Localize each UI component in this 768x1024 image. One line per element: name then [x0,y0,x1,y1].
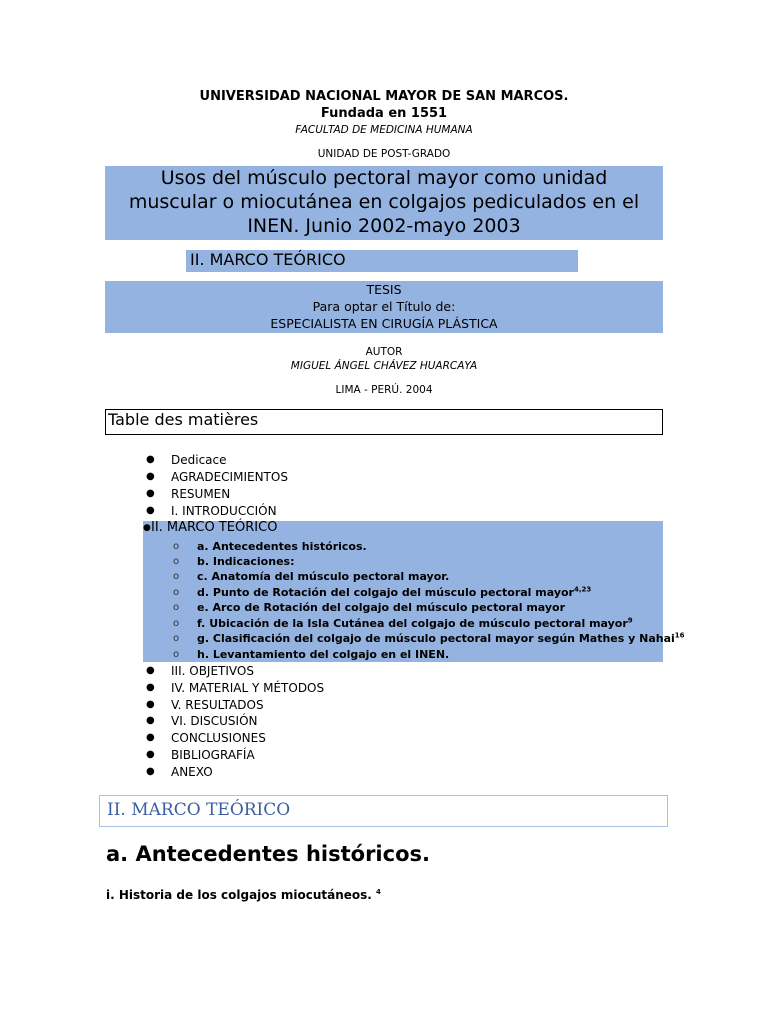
toc-item-label: I. INTRODUCCIÓN [171,504,277,518]
toc-subitem-label: h. Levantamiento del colgajo en el INEN. [197,648,450,661]
toc-item-label: III. OBJETIVOS [171,664,254,678]
circle-bullet-icon: o [173,556,180,567]
bullet-icon: ● [146,505,155,516]
toc-subitem-label [197,631,685,646]
toc-subitem-label: b. Indicaciones: [197,555,295,568]
thesis-block [105,281,663,333]
circle-bullet-icon: o [173,587,180,598]
toc-item-label: AGRADECIMIENTOS [171,470,288,484]
university-name: UNIVERSIDAD NACIONAL MAYOR DE SAN MARCOS. [199,89,569,104]
footnote-ref: 16 [674,631,685,640]
place-date: LIMA - PERÚ. 2004 [335,384,433,396]
toc-subitem-label [197,616,633,631]
toc-item-label: RESUMEN [171,487,231,501]
toc-item-label: BIBLIOGRAFÍA [171,748,255,762]
toc-subitem-label: c. Anatomía del músculo pectoral mayor. [197,570,450,583]
thesis-title-line: Usos del músculo pectoral mayor como unidad [160,167,608,189]
circle-bullet-icon: o [173,618,180,629]
toc-title: Table des matières [105,409,663,435]
toc-item-label: II. MARCO TEÓRICO [151,520,278,535]
thesis-label: TESIS [366,282,402,297]
thesis-purpose: Para optar el Título de: [312,299,456,314]
toc-subitem-label: e. Arco de Rotación del colgajo del músculo pectoral mayor [197,601,566,614]
bullet-icon: ● [146,749,155,760]
toc-subitem-text: g. Clasificación del colgajo de músculo pectoral mayor según Mathes y Nahai [197,632,675,645]
bullet-icon: ● [146,454,155,465]
toc-item-label: CONCLUSIONES [171,731,266,745]
thesis-title [105,166,663,240]
subsection-heading: a. Antecedentes históricos. [106,842,430,866]
section-heading: II. MARCO TEÓRICO [99,795,668,827]
thesis-specialty: ESPECIALISTA EN CIRUGÍA PLÁSTICA [270,316,498,331]
toc-subitem-label: a. Antecedentes históricos. [197,540,367,553]
toc-item-label: VI. DISCUSIÓN [171,714,258,728]
toc-item-label: ANEXO [171,765,213,779]
footnote-ref: 4,23 [573,585,592,594]
circle-bullet-icon: o [173,541,180,552]
faculty-name: FACULTAD DE MEDICINA HUMANA [295,124,473,136]
section-bar: II. MARCO TEÓRICO [186,250,578,272]
unit-name: UNIDAD DE POST-GRADO [317,148,451,160]
toc-item-label: IV. MATERIAL Y MÉTODOS [171,681,325,695]
footnote-ref: 9 [627,616,633,625]
bullet-icon: ● [146,699,155,710]
bullet-icon: ● [146,766,155,777]
circle-bullet-icon: o [173,571,180,582]
toc-subitem-text: f. Ubicación de la Isla Cutánea del colgajo de músculo pectoral mayor [197,617,628,630]
toc-subitem-label [197,585,591,600]
footnote-ref: 4 [376,888,381,896]
author-name: MIGUEL ÁNGEL CHÁVEZ HUARCAYA [290,360,478,372]
toc-subitem-text: d. Punto de Rotación del colgajo del músculo pectoral mayor [197,586,574,599]
bullet-icon: ● [146,732,155,743]
founded-year: Fundada en 1551 [320,106,448,121]
thesis-title-line: INEN. Junio 2002-mayo 2003 [247,215,521,237]
bullet-icon: ● [146,471,155,482]
subsubsection-text: i. Historia de los colgajos miocutáneos. [106,888,372,902]
author-label: AUTOR [365,346,403,358]
toc-item-label: V. RESULTADOS [171,698,264,712]
thesis-title-line: muscular o miocutánea en colgajos pediculados en el [128,191,640,213]
bullet-icon: ● [146,665,155,676]
circle-bullet-icon: o [173,633,180,644]
subsubsection-heading [106,888,381,902]
bullet-icon: ● [146,715,155,726]
bullet-icon: ● [146,488,155,499]
bullet-icon: ● [143,523,151,533]
toc-item-label: Dedicace [171,453,227,467]
circle-bullet-icon: o [173,602,180,613]
circle-bullet-icon: o [173,649,180,660]
bullet-icon: ● [146,682,155,693]
